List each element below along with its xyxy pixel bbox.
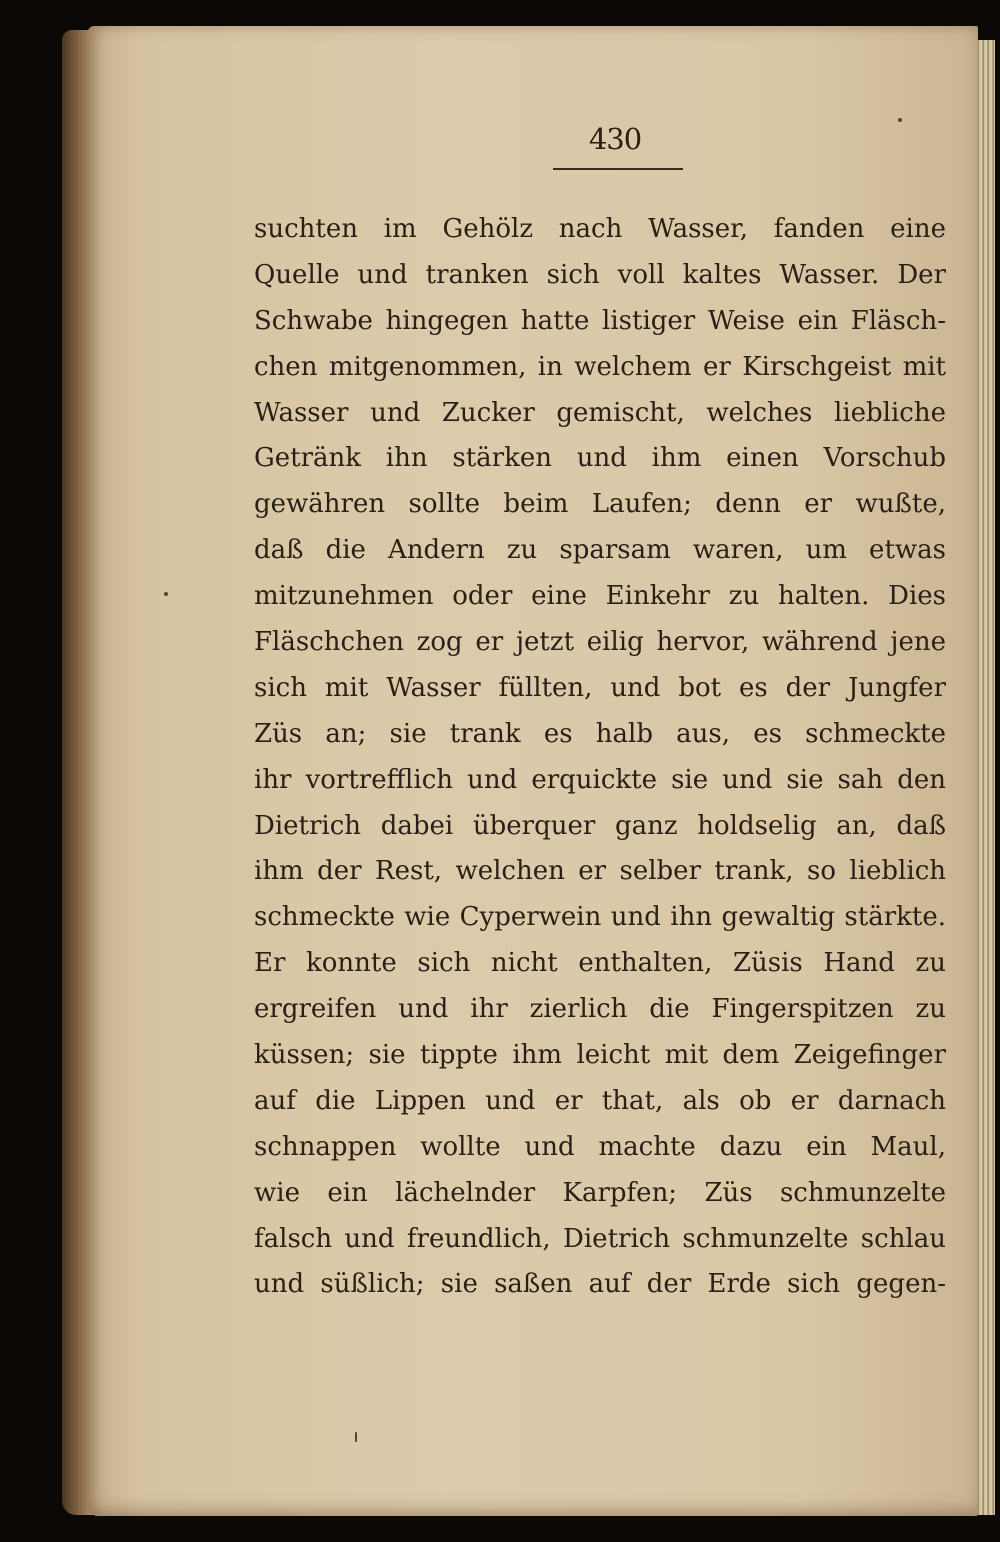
text-line: daß die Andern zu sparsam waren, um etwas: [254, 535, 946, 566]
text-line: ihr vortrefflich und erquickte sie und sie sah den: [254, 764, 946, 795]
header-rule: [553, 168, 683, 170]
text-line: Quelle und tranken sich voll kaltes Wasser. Der: [254, 259, 946, 290]
page-stack-edge: [975, 40, 995, 1515]
text-line: schnappen wollte und machte dazu ein Maul,: [254, 1131, 946, 1162]
text-line: Dietrich dabei überquer ganz holdselig an, daß: [254, 810, 946, 841]
text-line: wie ein lächelnder Karpfen; Züs schmunzelte: [254, 1177, 946, 1208]
text-line: chen mitgenommen, in welchem er Kirschgeist mit: [254, 351, 946, 382]
text-line: ergreifen und ihr zierlich die Fingerspitzen zu: [254, 994, 946, 1025]
text-line: mitzunehmen oder eine Einkehr zu halten. Dies: [254, 581, 946, 612]
paper-speck: [898, 118, 902, 122]
paper-speck: [164, 592, 168, 596]
page-number: 430: [588, 122, 642, 156]
body-text: [254, 207, 946, 1308]
text-line: und süßlich; sie saßen auf der Erde sich gegen-: [254, 1269, 946, 1300]
text-line: ihm der Rest, welchen er selber trank, so lieblich: [254, 856, 946, 887]
text-line: Züs an; sie trank es halb aus, es schmeckte: [254, 718, 946, 749]
text-line: Fläschchen zog er jetzt eilig hervor, während jene: [254, 627, 946, 658]
text-line: falsch und freundlich, Dietrich schmunzelte schlau: [254, 1223, 946, 1254]
text-line: Getränk ihn stärken und ihm einen Vorschub: [254, 443, 946, 474]
text-line: gewähren sollte beim Laufen; denn er wußte,: [254, 489, 946, 520]
text-line: Wasser und Zucker gemischt, welches liebliche: [254, 397, 946, 428]
text-line: suchten im Gehölz nach Wasser, fanden eine: [254, 214, 946, 244]
text-line: auf die Lippen und er that, als ob er darnach: [254, 1085, 946, 1116]
text-line: Schwabe hingegen hatte listiger Weise ein Fläsch-: [254, 305, 946, 336]
text-line: sich mit Wasser füllten, und bot es der Jungfer: [254, 672, 946, 703]
text-line: Er konnte sich nicht enthalten, Züsis Hand zu: [254, 948, 946, 979]
paper-speck: [355, 1432, 357, 1442]
text-line: schmeckte wie Cyperwein und ihn gewaltig stärkte.: [254, 902, 946, 933]
text-line: küssen; sie tippte ihm leicht mit dem Zeigefinger: [254, 1040, 946, 1071]
